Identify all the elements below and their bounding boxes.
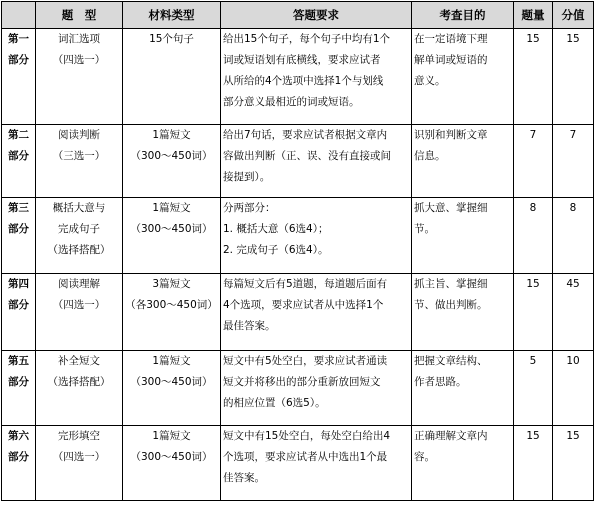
score-cell: 7 xyxy=(553,125,594,198)
question-type-line: （四选一） xyxy=(52,54,106,66)
requirement-cell xyxy=(221,198,412,274)
purpose-line: 识别和判断文章 xyxy=(414,129,488,141)
score-cell: 15 xyxy=(553,29,594,125)
score-cell: 45 xyxy=(553,274,594,351)
part-cell xyxy=(2,351,36,426)
question-type-cell xyxy=(36,125,123,198)
material-type-line: 1篇短文 xyxy=(152,430,191,442)
purpose-line: 抓主旨、掌握细 xyxy=(414,278,488,290)
exam-structure-table xyxy=(1,1,594,501)
purpose-line: 抓大意、掌握细 xyxy=(414,202,488,214)
purpose-cell xyxy=(412,125,514,198)
part-cell xyxy=(2,29,36,125)
purpose-line: 把握文章结构、 xyxy=(414,355,488,367)
score-cell: 15 xyxy=(553,426,594,501)
header-score: 分值 xyxy=(553,2,594,29)
material-type-line: 1篇短文 xyxy=(152,355,191,367)
header-count: 题量 xyxy=(514,2,553,29)
requirement-line: 给出15个句子，每个句子中均有1个 xyxy=(223,33,391,45)
question-type-cell xyxy=(36,29,123,125)
requirement-line: 2. 完成句子（6选4）。 xyxy=(223,244,329,256)
requirement-cell xyxy=(221,351,412,426)
purpose-cell xyxy=(412,29,514,125)
question-type-line: 补全短文 xyxy=(58,355,100,367)
part-label-line: 第三 xyxy=(8,202,29,214)
header-purpose: 考查目的 xyxy=(412,2,514,29)
table-row xyxy=(2,125,594,198)
part-cell xyxy=(2,125,36,198)
part-label-line: 第五 xyxy=(8,355,29,367)
purpose-cell xyxy=(412,198,514,274)
purpose-line: 正确理解文章内 xyxy=(414,430,488,442)
purpose-line: 容。 xyxy=(414,451,435,463)
material-type-cell xyxy=(123,198,221,274)
question-type-line: 完成句子 xyxy=(58,223,100,235)
header-row xyxy=(2,2,594,29)
purpose-cell xyxy=(412,426,514,501)
header-question-type: 题 型 xyxy=(36,2,123,29)
requirement-line: 每篇短文后有5道题，每道题后面有 xyxy=(223,278,388,290)
requirement-line: 1. 概括大意（6选4）； xyxy=(223,223,329,235)
requirement-line: 短文并将移出的部分重新放回短文 xyxy=(223,376,381,388)
table-row xyxy=(2,29,594,125)
score-cell: 10 xyxy=(553,351,594,426)
requirement-line: 从所给的4个选项中选择1个与划线 xyxy=(223,75,384,87)
material-type-line: 1篇短文 xyxy=(152,202,191,214)
purpose-line: 在一定语境下理 xyxy=(414,33,488,45)
count-cell: 7 xyxy=(514,125,553,198)
question-type-line: （选择搭配） xyxy=(47,244,111,256)
part-cell xyxy=(2,426,36,501)
requirement-line: 短文中有5处空白，要求应试者通读 xyxy=(223,355,388,367)
requirement-cell xyxy=(221,426,412,501)
question-type-line: 阅读判断 xyxy=(58,129,100,141)
part-cell xyxy=(2,274,36,351)
part-label-line: 部分 xyxy=(8,150,29,162)
table-row xyxy=(2,274,594,351)
header-material-type: 材料类型 xyxy=(123,2,221,29)
score-cell: 8 xyxy=(553,198,594,274)
purpose-line: 作者思路。 xyxy=(414,376,467,388)
table-row xyxy=(2,426,594,501)
part-label-line: 第六 xyxy=(8,430,29,442)
requirement-line: 分两部分： xyxy=(223,202,276,214)
table-row xyxy=(2,351,594,426)
material-type-line: 3篇短文 xyxy=(152,278,191,290)
material-type-line: （300～450词） xyxy=(130,223,213,235)
part-label-line: 部分 xyxy=(8,451,29,463)
part-label-line: 部分 xyxy=(8,223,29,235)
question-type-line: （选择搭配） xyxy=(47,376,111,388)
requirement-line: 接提到）。 xyxy=(223,171,271,183)
question-type-cell xyxy=(36,274,123,351)
requirement-cell xyxy=(221,125,412,198)
count-cell: 15 xyxy=(514,274,553,351)
purpose-line: 节。 xyxy=(414,223,435,235)
requirement-line: 的相应位置（6选5）。 xyxy=(223,397,326,409)
question-type-line: （三选一） xyxy=(52,150,106,162)
purpose-cell xyxy=(412,274,514,351)
part-label-line: 部分 xyxy=(8,376,29,388)
count-cell: 8 xyxy=(514,198,553,274)
requirement-line: 短文中有15处空白，每处空白给出4 xyxy=(223,430,391,442)
part-label-line: 部分 xyxy=(8,54,29,66)
material-type-cell xyxy=(123,274,221,351)
requirement-line: 个选项，要求应试者从中选出1个最 xyxy=(223,451,388,463)
question-type-line: 词汇选项 xyxy=(58,33,100,45)
purpose-line: 意义。 xyxy=(414,75,446,87)
material-type-cell xyxy=(123,125,221,198)
material-type-line: 1篇短文 xyxy=(152,129,191,141)
purpose-cell xyxy=(412,351,514,426)
material-type-cell xyxy=(123,29,221,125)
requirement-line: 给出7句话，要求应试者根据文章内 xyxy=(223,129,388,141)
question-type-line: （四选一） xyxy=(52,451,106,463)
question-type-line: 完形填空 xyxy=(58,430,100,442)
material-type-line: （300～450词） xyxy=(130,451,213,463)
requirement-line: 最佳答案。 xyxy=(223,320,276,332)
part-label-line: 部分 xyxy=(8,299,29,311)
purpose-line: 信息。 xyxy=(414,150,446,162)
requirement-cell xyxy=(221,29,412,125)
material-type-line: 15个句子 xyxy=(149,33,194,45)
part-label-line: 第四 xyxy=(8,278,29,290)
part-cell xyxy=(2,198,36,274)
requirement-line: 词或短语划有底横线，要求应试者 xyxy=(223,54,381,66)
table-row xyxy=(2,198,594,274)
requirement-cell xyxy=(221,274,412,351)
count-cell: 15 xyxy=(514,29,553,125)
header-part xyxy=(2,2,36,29)
count-cell: 15 xyxy=(514,426,553,501)
part-label-line: 第二 xyxy=(8,129,29,141)
header-requirement: 答题要求 xyxy=(221,2,412,29)
material-type-line: （300～450词） xyxy=(130,150,213,162)
question-type-line: （四选一） xyxy=(52,299,106,311)
question-type-cell xyxy=(36,351,123,426)
question-type-line: 概括大意与 xyxy=(52,202,106,214)
count-cell: 5 xyxy=(514,351,553,426)
question-type-cell xyxy=(36,426,123,501)
question-type-cell xyxy=(36,198,123,274)
material-type-cell xyxy=(123,351,221,426)
material-type-line: （各300～450词） xyxy=(125,299,218,311)
material-type-cell xyxy=(123,426,221,501)
question-type-line: 阅读理解 xyxy=(58,278,100,290)
purpose-line: 节、做出判断。 xyxy=(414,299,488,311)
purpose-line: 解单词或短语的 xyxy=(414,54,488,66)
part-label-line: 第一 xyxy=(8,33,29,45)
requirement-line: 4个选项，要求应试者从中选择1个 xyxy=(223,299,384,311)
requirement-line: 佳答案。 xyxy=(223,472,265,484)
requirement-line: 部分意义最相近的词或短语。 xyxy=(223,96,360,108)
material-type-line: （300～450词） xyxy=(130,376,213,388)
requirement-line: 容做出判断（正、误、没有直接或间 xyxy=(223,150,391,162)
